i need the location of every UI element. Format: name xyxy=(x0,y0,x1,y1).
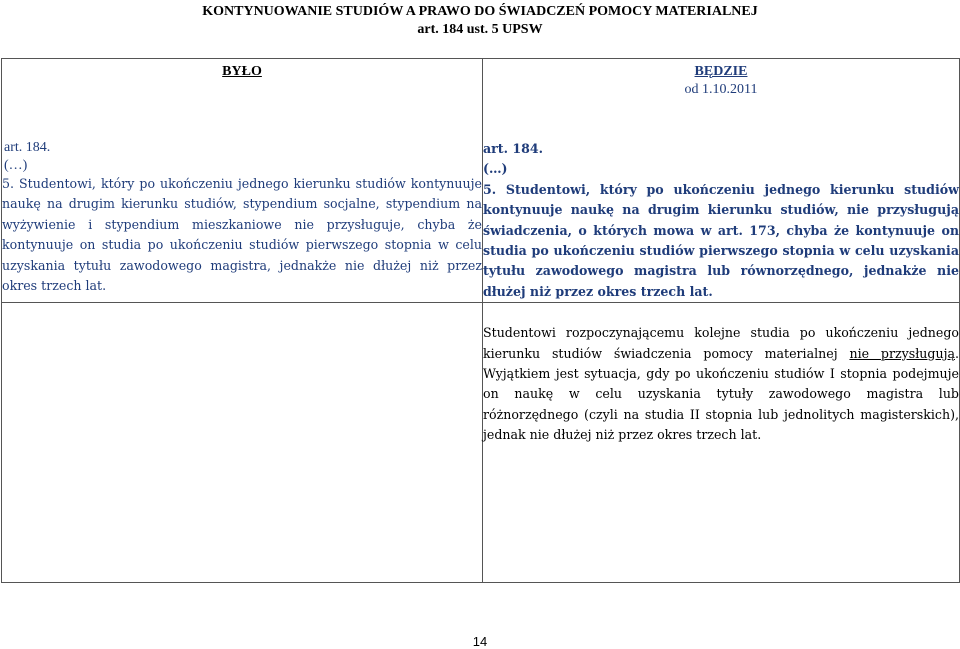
comment-underlined: nie przysługują xyxy=(849,345,955,361)
title-line-1: KONTYNUOWANIE STUDIÓW A PRAWO DO ŚWIADCZEŃ POMOCY MATERIALNEJ xyxy=(202,4,758,19)
document-title xyxy=(0,3,960,39)
new-column-date: od 1.10.2011 xyxy=(684,82,758,97)
comment-text xyxy=(483,323,959,445)
old-article-text: 5. Studentowi, który po ukończeniu jednego kierunku studiów kontynuuje naukę na drugim kierunku studiów, stypendium socjalne, stypendium na wyżywienie i stypendium mieszkaniowe nie przysługuje, chyba że kontynuuje on studia po ukończeniu studiów pierwszego stopnia w celu uzyskania tytułu zawodowego magistra, jednakże nie dłużej niż przez okres trzech lat. xyxy=(2,176,482,294)
old-law-cell xyxy=(2,59,483,303)
old-column-title: BYŁO xyxy=(222,64,262,79)
comment-part-1: Studentowi rozpoczynającemu kolejne studia po ukończeniu jednego kierunku studiów świadczenia pomocy materialnej xyxy=(483,325,959,361)
new-article-text: 5. Studentowi, który po ukończeniu jednego kierunku studiów kontynuuje naukę na drugim kierunku studiów, nie przysługują świadczenia, o których mowa w art. 173, chyba że kontynuuje on studia po ukończeniu studiów pierwszego stopnia w celu uzyskania tytułu zawodowego magistra lub równorzędnego, jednakże nie dłużej niż przez okres trzech lat. xyxy=(483,181,959,299)
column-header-new xyxy=(483,63,959,99)
page-number: 14 xyxy=(472,634,488,649)
new-ellipsis: (…) xyxy=(483,161,508,177)
comparison-table xyxy=(1,58,960,583)
new-article-number: art. 184. xyxy=(483,141,544,156)
new-column-title: BĘDZIE xyxy=(694,64,748,79)
old-article-number: art. 184. xyxy=(4,140,51,155)
column-header-old xyxy=(2,63,482,81)
comment-part-2: . Wyjątkiem jest sytuacja, gdy po ukończeniu studiów I stopnia podejmuje on naukę w celu uzyskania tytuły zawodowego magistra lub różnorzędnego (czyli na studia II stopnia lub jednolitych magisterskich), jednak nie dłużej niż przez okres trzech lat. xyxy=(483,345,959,443)
comment-cell xyxy=(483,303,960,583)
old-ellipsis: (…) xyxy=(4,158,28,173)
title-line-2: art. 184 ust. 5 UPSW xyxy=(417,22,543,37)
new-law-cell xyxy=(483,59,960,303)
empty-cell xyxy=(2,303,483,583)
